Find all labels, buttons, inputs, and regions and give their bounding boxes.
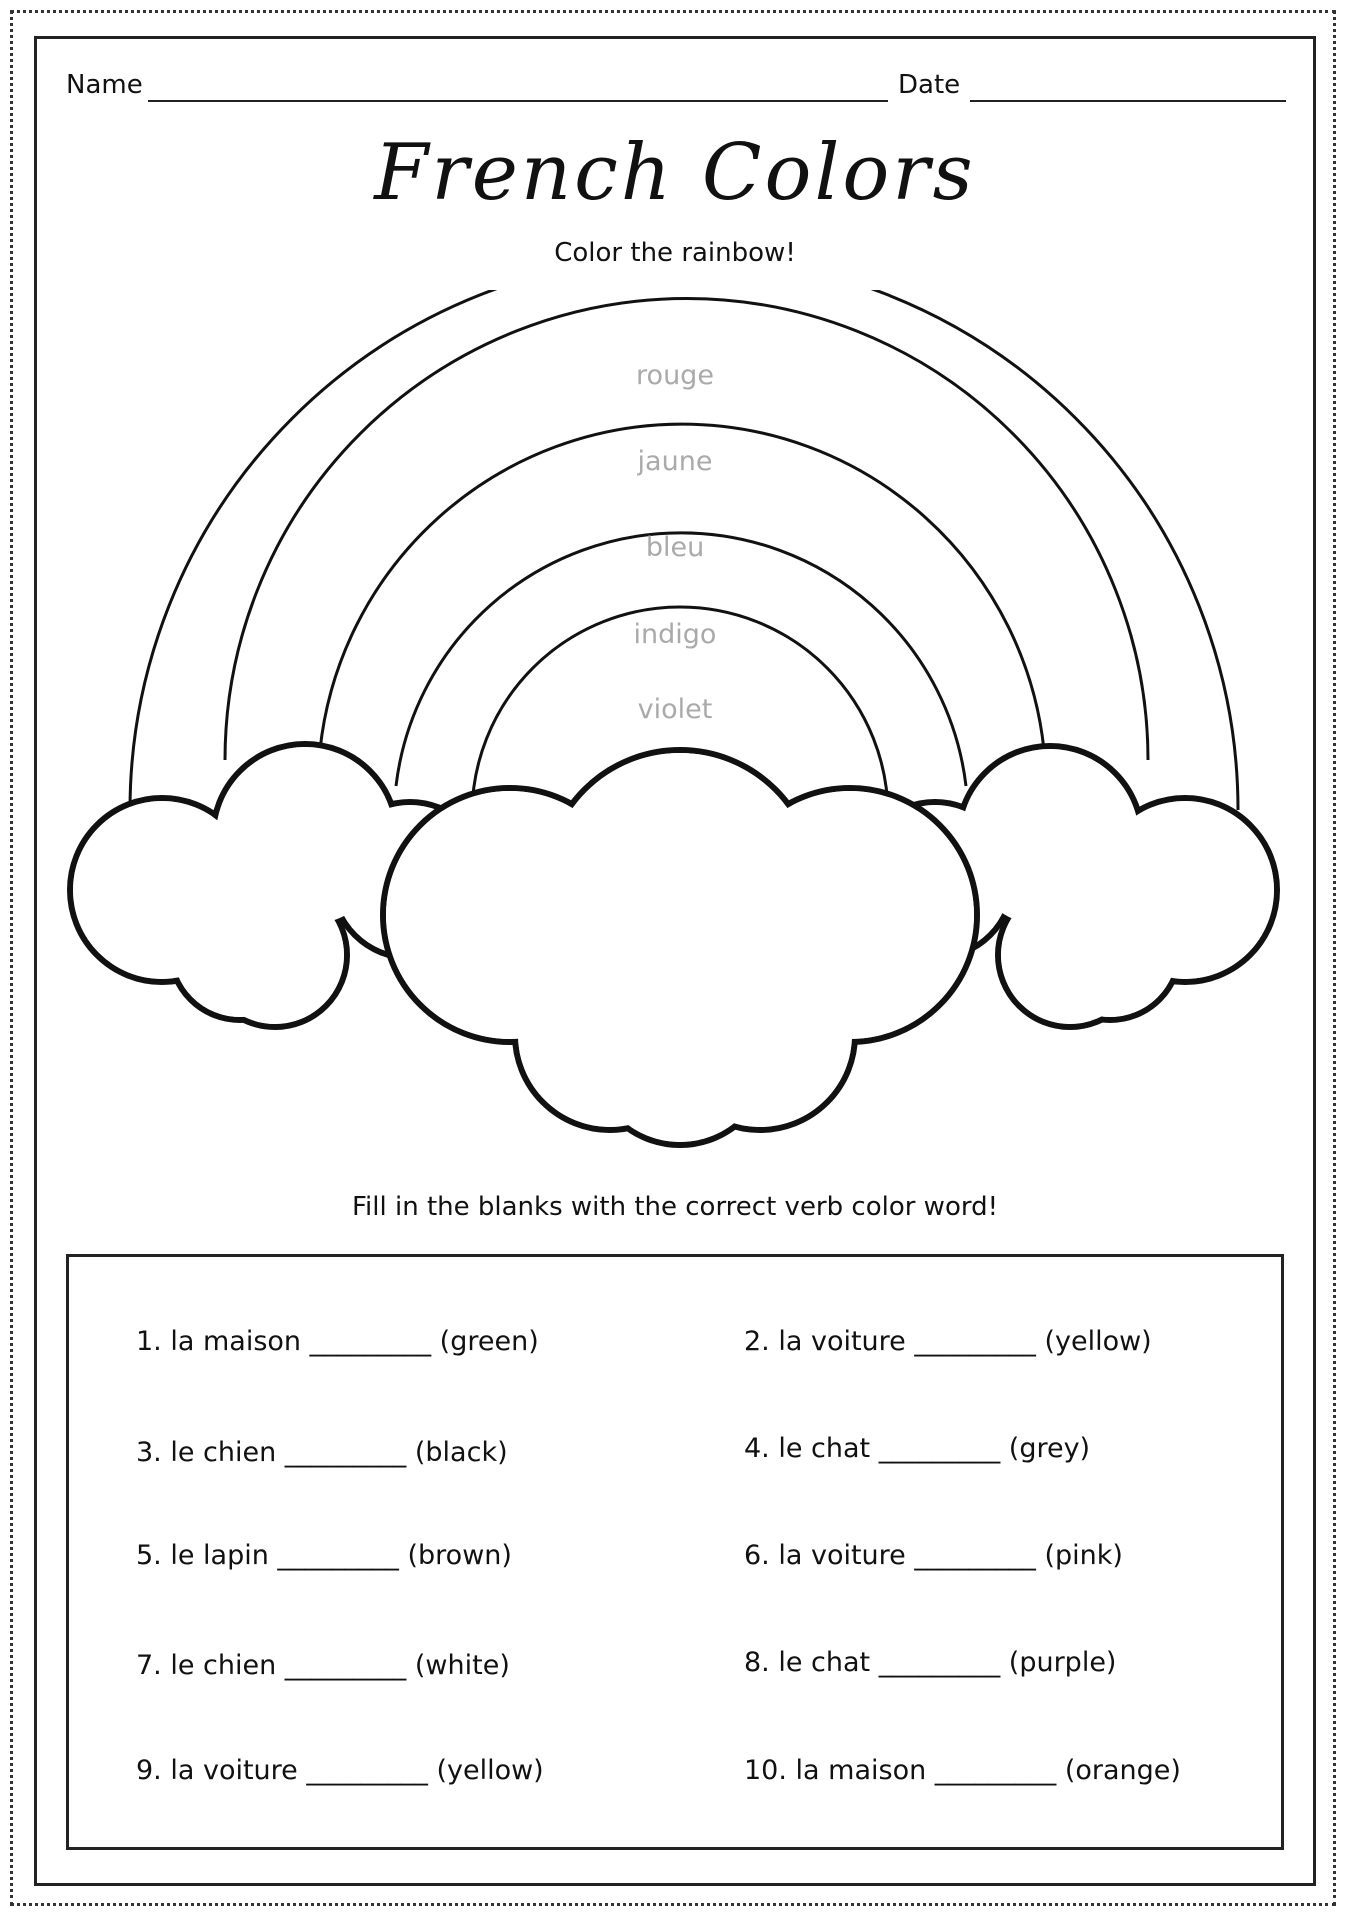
name-field[interactable] (148, 100, 888, 102)
exercise-item-1[interactable]: 1. la maison _________ (green) (136, 1326, 539, 1357)
exercise-item-4[interactable]: 4. le chat _________ (grey) (744, 1433, 1091, 1464)
fill-in-instructions: Fill in the blanks with the correct verb color word! (351, 1192, 999, 1222)
exercise-item-6[interactable]: 6. la voiture _________ (pink) (744, 1540, 1123, 1571)
rainbow-illustration (0, 290, 1350, 1160)
page-subtitle: Color the rainbow! (554, 238, 796, 268)
exercise-item-10[interactable]: 10. la maison _________ (orange) (744, 1755, 1181, 1786)
exercise-item-7[interactable]: 7. le chien _________ (white) (136, 1650, 510, 1681)
exercise-item-2[interactable]: 2. la voiture _________ (yellow) (744, 1326, 1152, 1357)
band-label-indigo: indigo (633, 619, 717, 650)
band-label-bleu: bleu (645, 532, 705, 563)
exercise-item-9[interactable]: 9. la voiture _________ (yellow) (136, 1755, 544, 1786)
date-label: Date (898, 70, 961, 100)
band-label-jaune: jaune (637, 446, 713, 477)
header-row (66, 64, 1286, 108)
exercise-item-5[interactable]: 5. le lapin _________ (brown) (136, 1540, 512, 1571)
date-field[interactable] (970, 100, 1286, 102)
band-label-violet: violet (637, 694, 713, 725)
exercise-item-3[interactable]: 3. le chien _________ (black) (136, 1437, 508, 1468)
cloud-center (383, 750, 977, 1145)
name-label: Name (66, 70, 143, 100)
band-label-rouge: rouge (636, 360, 714, 391)
exercise-item-8[interactable]: 8. le chat _________ (purple) (744, 1647, 1117, 1678)
page-title: French Colors (374, 128, 976, 218)
